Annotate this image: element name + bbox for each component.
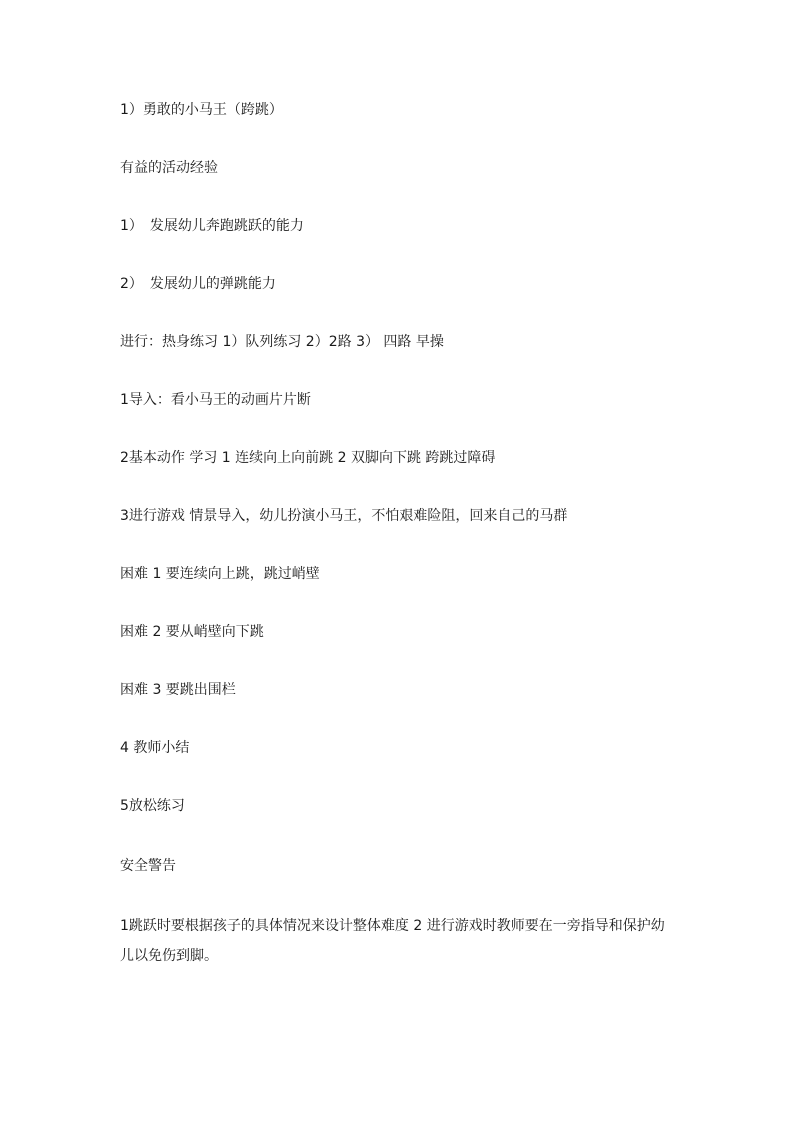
- step-4-summary: 4 教师小结: [120, 740, 190, 756]
- step-3-game: 3进行游戏 情景导入，幼儿扮演小马王，不怕艰难险阻，回来自己的马群: [120, 508, 568, 524]
- heading-activity-experience: 有益的活动经验: [120, 160, 218, 176]
- step-2-basic-moves: 2基本动作 学习 1 连续向上向前跳 2 双脚向下跳 跨跳过障碍: [120, 450, 496, 466]
- safety-paragraph-line-2: 儿以免伤到脚。: [120, 948, 218, 964]
- difficulty-3: 困难 3 要跳出围栏: [120, 682, 236, 698]
- difficulty-2: 困难 2 要从峭壁向下跳: [120, 624, 264, 640]
- difficulty-1: 困难 1 要连续向上跳，跳过峭壁: [120, 566, 320, 582]
- safety-heading: 安全警告: [120, 858, 176, 874]
- goal-item-2: 2） 发展幼儿的弹跳能力: [120, 276, 276, 292]
- section-title: 1）勇敢的小马王（跨跳）: [120, 102, 283, 118]
- step-1-intro: 1导入：看小马王的动画片片断: [120, 392, 311, 408]
- safety-paragraph: [120, 911, 695, 971]
- safety-paragraph-line-1: 1跳跃时要根据孩子的具体情况来设计整体难度 2 进行游戏时教师要在一旁指导和保护幼: [120, 918, 665, 934]
- step-5-relax: 5放松练习: [120, 798, 185, 814]
- warmup-line: 进行：热身练习 1）队列练习 2）2路 3） 四路 早操: [120, 334, 444, 350]
- goal-item-1: 1） 发展幼儿奔跑跳跃的能力: [120, 218, 304, 234]
